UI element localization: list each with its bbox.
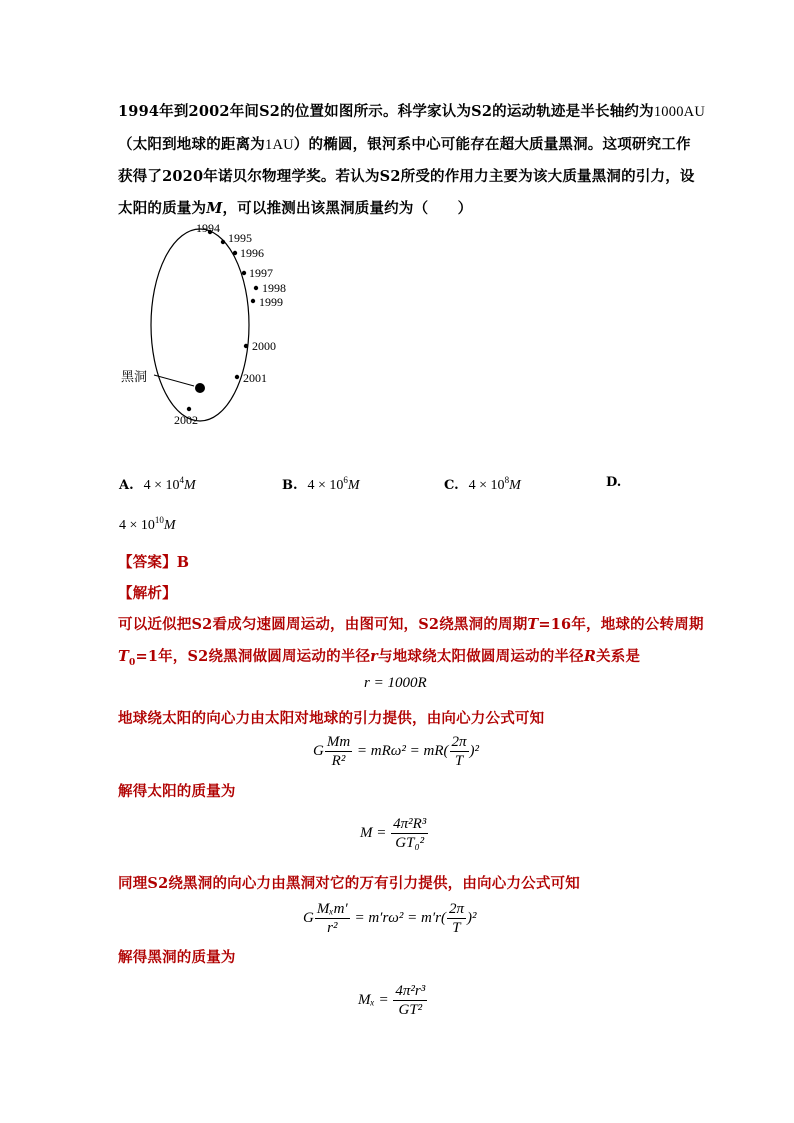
period-symbol: T [527, 616, 539, 633]
numerator: 2π [448, 901, 464, 917]
option-value: 4 × 10 [468, 478, 505, 493]
denominator: T [452, 920, 461, 936]
equation-text: G [303, 909, 314, 926]
year-label-1998: 1998 [262, 281, 286, 295]
equation-text: = mRω² = mR( [353, 742, 449, 759]
denominator: r² [327, 920, 338, 936]
analysis-line-6: 解得黑洞的质量为 [118, 949, 236, 966]
orbit-point-1999 [251, 299, 255, 303]
option-exponent: 8 [504, 475, 510, 485]
semi-major-axis-value: 1000AU [653, 104, 705, 120]
orbit-diagram [110, 220, 310, 435]
fraction [325, 733, 352, 770]
orbit-point-2001 [235, 375, 239, 379]
black-hole-label: 黑洞 [121, 369, 148, 384]
option-exponent: 10 [154, 515, 164, 525]
option-label: D. [606, 475, 622, 490]
year-label-2002: 2002 [174, 413, 198, 427]
question-line-2 [118, 133, 691, 154]
numerator: 4π²r³ [395, 983, 426, 999]
analysis-text: 关系是 [596, 648, 641, 665]
year-label-2000: 2000 [252, 339, 276, 353]
orbit-point-1995 [221, 240, 225, 244]
denominator: GT₀² [395, 835, 425, 851]
analysis-text: =1年，S2绕黑洞做圆周运动的半径 [135, 648, 371, 665]
question-text: ）的椭圆，银河系中心可能存在超大质量黑洞。这项研究工作 [293, 136, 691, 153]
option-unit: M [347, 478, 360, 493]
year-label-1994: 1994 [196, 221, 220, 235]
fraction [447, 900, 466, 937]
question-line-3 [118, 165, 695, 186]
radius-symbol: R [583, 648, 597, 665]
subscript: 0 [129, 657, 136, 668]
question-line-1 [118, 100, 705, 121]
fraction [450, 733, 469, 770]
answer-label: 【答案】B [118, 554, 190, 571]
radius-symbol: r [370, 648, 379, 665]
option-value: 4 × 10 [307, 478, 344, 493]
year-label-1999: 1999 [259, 295, 283, 309]
question-text: 获得了2020年诺贝尔物理学奖。若认为S2所受的作用力主要为该大质量黑洞的引力，设 [118, 168, 695, 185]
question-text: （太阳到地球的距离为 [118, 136, 265, 153]
option-value: 4 × 10 [143, 478, 180, 493]
orbit-point-2002 [187, 407, 191, 411]
year-label-1996: 1996 [240, 246, 264, 260]
year-label-2001: 2001 [243, 371, 267, 385]
option-value: 4 × 10 [119, 518, 155, 533]
analysis-line-3: 地球绕太阳的向心力由太阳对地球的引力提供，由向心力公式可知 [118, 710, 545, 727]
equation-text: r = 1000R [364, 675, 427, 691]
orbit-point-1997 [242, 271, 246, 275]
orbit-point-1998 [254, 286, 258, 290]
black-hole-dot [195, 383, 205, 393]
option-b [282, 475, 360, 494]
equation-text: )² [469, 742, 480, 759]
analysis-text: 与地球绕太阳做圆周运动的半径 [378, 648, 584, 665]
equation-text: G [313, 742, 324, 759]
equation-text: Mₓ = [358, 991, 393, 1008]
orbit-point-2000 [244, 344, 248, 348]
option-label: B. [282, 478, 298, 493]
analysis-line-1 [118, 613, 704, 634]
equation-text: )² [466, 909, 477, 926]
orbit-point-1996 [233, 251, 237, 255]
analysis-text: =16年，地球的公转周期 [538, 616, 704, 633]
option-unit: M [184, 478, 196, 493]
year-label-1995: 1995 [228, 231, 252, 245]
equation-text: M = [360, 824, 391, 841]
analysis-text: 可以近似把S2看成匀速圆周运动，由图可知，S2绕黑洞的周期 [118, 616, 528, 633]
option-exponent: 4 [179, 475, 185, 485]
equation-text: = m′rω² = m′r( [350, 909, 446, 926]
au-value: 1AU [265, 137, 294, 153]
option-label: C. [444, 478, 459, 493]
option-label: A. [119, 478, 134, 493]
fraction [315, 900, 350, 937]
fraction [393, 982, 427, 1019]
option-unit: M [509, 478, 521, 493]
option-c [444, 475, 521, 494]
option-d-value [119, 515, 176, 534]
analysis-label: 【解析】 [118, 585, 177, 602]
equation-blackhole-mass [358, 982, 428, 1019]
denominator: R² [331, 753, 346, 769]
fraction [391, 815, 428, 852]
analysis-line-5: 同理S2绕黑洞的向心力由黑洞对它的万有引力提供，由向心力公式可知 [118, 875, 580, 892]
earth-period-symbol: T [118, 648, 129, 665]
question-text: 太阳的质量为 [118, 200, 207, 217]
numerator: 4π²R³ [393, 816, 427, 832]
equation-sun-mass [360, 815, 429, 852]
option-exponent: 6 [343, 475, 348, 485]
option-a [119, 475, 196, 494]
sun-mass-symbol: M [206, 200, 223, 217]
denominator: GT² [398, 1002, 423, 1018]
equation-earth-force [313, 733, 479, 770]
equation-radius-relation [364, 675, 427, 692]
option-d [606, 475, 631, 490]
equation-blackhole-force [303, 900, 476, 937]
option-unit: M [163, 518, 176, 533]
numerator: Mm [326, 734, 351, 750]
question-line-4 [118, 197, 472, 218]
analysis-line-4: 解得太阳的质量为 [118, 783, 236, 800]
analysis-line-2 [118, 645, 640, 668]
question-text: 1994年到2002年间S2的位置如图所示。科学家认为S2的运动轨迹是半长轴约为 [118, 103, 654, 120]
denominator: T [454, 753, 464, 769]
numerator: Mₓm′ [316, 901, 348, 917]
numerator: 2π [451, 734, 467, 750]
question-text: ，可以推测出该黑洞质量约为（ ） [222, 200, 473, 217]
year-label-1997: 1997 [249, 266, 273, 280]
